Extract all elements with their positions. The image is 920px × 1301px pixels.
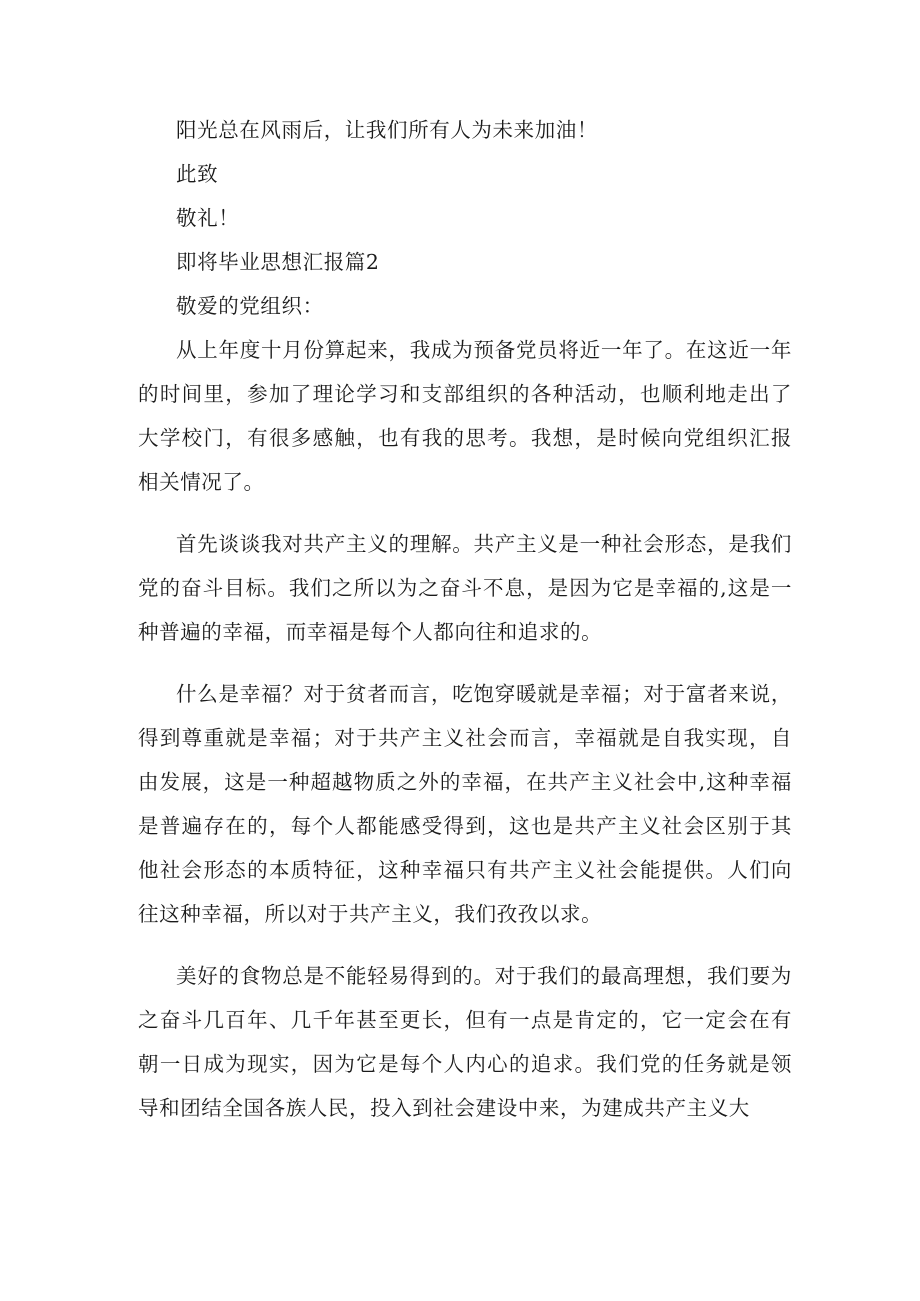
document-page bbox=[138, 108, 792, 1130]
body-paragraph-2: 首先谈谈我对共产主义的理解。共产主义是一种社会形态，是我们党的奋斗目标。我们之所以为之奋斗不息，是因为它是幸福的,这是一种普遍的幸福，而幸福是每个人都向往和追求的。 bbox=[138, 532, 792, 644]
body-paragraph-3: 什么是幸福？对于贫者而言，吃饱穿暖就是幸福；对于富者来说，得到尊重就是幸福；对于共产主义社会而言，幸福就是自我实现，自由发展，这是一种超越物质之外的幸福，在共产主义社会中,这种幸福是普遍存在的，每个人都能感受得到，这也是共产主义社会区别于其他社会形态的本质特征，这种幸福只有共产主义社会能提供。人们向往这种幸福，所以对于共产主义，我们孜孜以求。 bbox=[138, 682, 792, 926]
section-title: 即将毕业思想汇报篇2 bbox=[176, 250, 380, 274]
greeting: 敬爱的党组织： bbox=[176, 294, 324, 318]
body-paragraph-1: 从上年度十月份算起来，我成为预备党员将近一年了。在这近一年的时间里，参加了理论学习和支部组织的各种活动，也顺利地走出了大学校门，有很多感触，也有我的思考。我想，是时候向党组织汇报相关情况了。 bbox=[138, 338, 792, 494]
closing-line: 阳光总在风雨后，让我们所有人为未来加油！ bbox=[176, 118, 598, 142]
body-paragraph-4: 美好的食物总是不能轻易得到的。对于我们的最高理想，我们要为之奋斗几百年、几千年甚至更长，但有一点是肯定的，它一定会在有朝一日成为现实，因为它是每个人内心的追求。我们党的任务就是领导和团结全国各族人民，投入到社会建设中来，为建成共产主义大 bbox=[138, 964, 792, 1120]
salutation-cizhi: 此致 bbox=[176, 162, 219, 186]
salutation-jingli: 敬礼！ bbox=[176, 206, 240, 230]
